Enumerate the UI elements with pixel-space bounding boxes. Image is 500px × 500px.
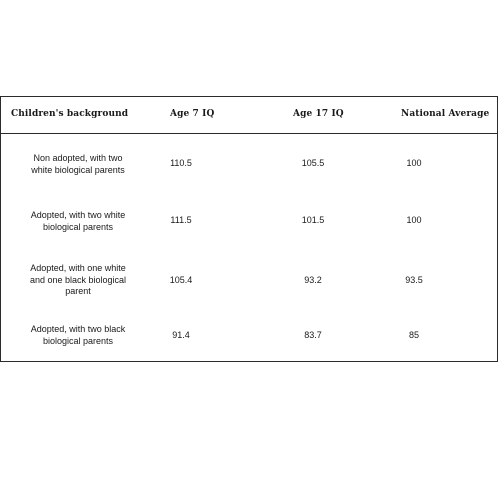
- header-age7: Age 7 IQ: [170, 109, 215, 119]
- row-age17: 105.5: [301, 158, 325, 168]
- row-age17: 83.7: [304, 330, 322, 340]
- header-age17: Age 17 IQ: [293, 109, 344, 119]
- row-background: Adopted, with two black biological parents: [30, 324, 126, 346]
- iq-table: [0, 96, 498, 362]
- row-background: Adopted, with two white biological parents: [30, 210, 126, 232]
- row-age17: 101.5: [301, 215, 325, 225]
- row-background: Adopted, with one white and one black biological parent: [29, 263, 127, 296]
- header-background: Children's background: [11, 109, 129, 119]
- row-national: 93.5: [405, 275, 423, 285]
- header-national: National Average: [401, 109, 490, 119]
- row-age7: 105.4: [169, 275, 193, 285]
- row-age7: 110.5: [170, 158, 192, 168]
- row-age7: 111.5: [170, 215, 192, 225]
- table-header-row: [1, 97, 497, 134]
- row-age7: 91.4: [172, 330, 190, 340]
- row-national: 100: [406, 158, 422, 168]
- row-age17: 93.2: [304, 275, 322, 285]
- row-national: 85: [408, 330, 419, 340]
- row-national: 100: [406, 215, 422, 225]
- row-background: Non adopted, with two white biological parents: [31, 153, 125, 175]
